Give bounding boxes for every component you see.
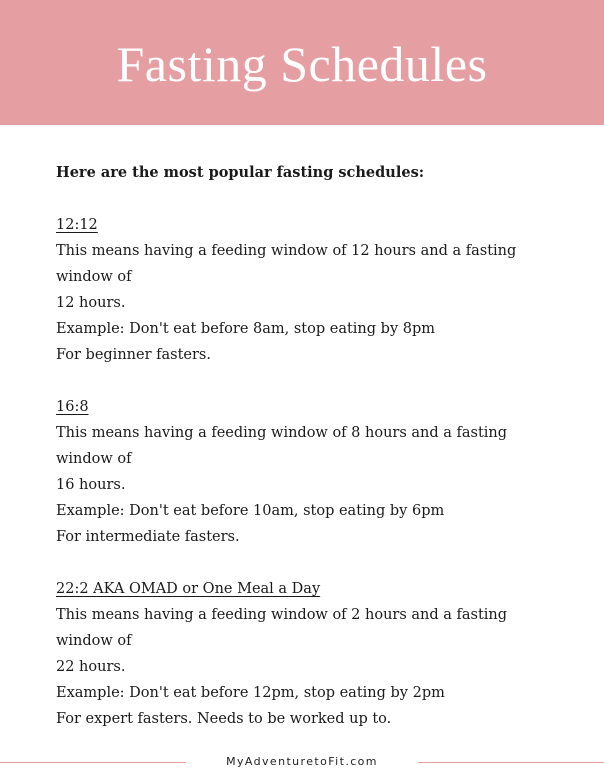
section-line: 12 hours. (56, 295, 126, 311)
section-line: 16 hours. (56, 477, 126, 493)
section-line: For beginner fasters. (56, 347, 211, 363)
footer-divider-right (418, 762, 604, 763)
section-line: This means having a feeding window of 8 hours and a fasting window of (56, 425, 508, 467)
footer-site-label: MyAdventuretoFit.com (226, 755, 378, 768)
section-heading: 12:12 (56, 217, 98, 233)
section-heading: 22:2 AKA OMAD or One Meal a Day (56, 581, 321, 597)
section-line: For intermediate fasters. (56, 529, 240, 545)
header-band (0, 0, 604, 125)
section-line: This means having a feeding window of 12 hours and a fasting window of (56, 243, 517, 285)
section-16-8 (56, 394, 566, 550)
section-line: For expert fasters. Needs to be worked up to. (56, 711, 392, 727)
footer-divider-left (0, 762, 186, 763)
section-line: This means having a feeding window of 2 hours and a fasting window of (56, 607, 508, 649)
main-content (56, 160, 566, 732)
section-heading: 16:8 (56, 399, 89, 415)
section-line: Example: Don't eat before 10am, stop eating by 6pm (56, 503, 445, 519)
intro-text: Here are the most popular fasting schedules: (56, 164, 425, 181)
footer (0, 752, 604, 772)
section-line: Example: Don't eat before 8am, stop eating by 8pm (56, 321, 435, 337)
section-12-12 (56, 212, 566, 368)
section-22-2 (56, 576, 566, 732)
section-line: Example: Don't eat before 12pm, stop eating by 2pm (56, 685, 445, 701)
section-line: 22 hours. (56, 659, 126, 675)
page-title: Fasting Schedules (116, 36, 488, 92)
